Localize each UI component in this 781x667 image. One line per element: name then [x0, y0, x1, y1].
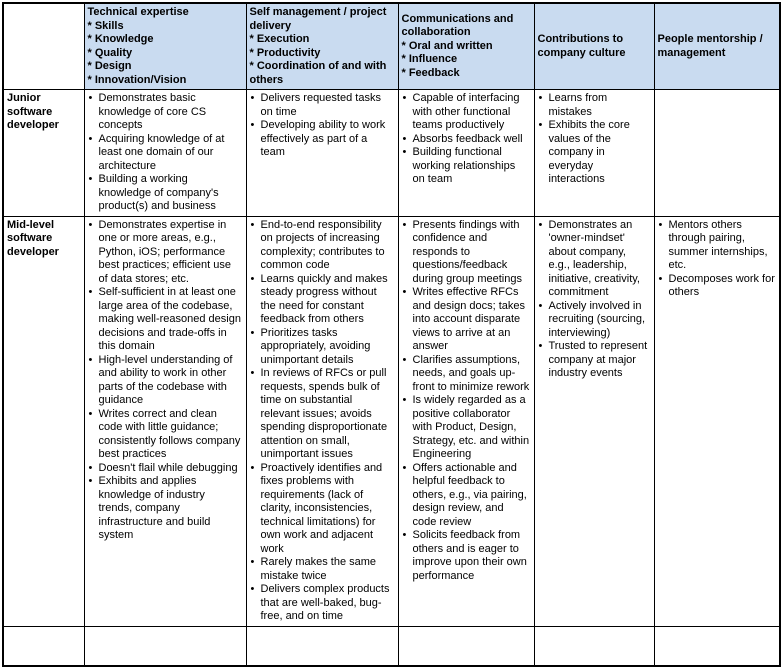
header-title: Contributions to company culture: [537, 33, 626, 59]
bullet-item: [402, 92, 530, 133]
row-label: Junior software developer: [3, 90, 84, 217]
bullet-item: [538, 340, 650, 381]
header-subitem: * Quality: [87, 46, 133, 59]
bullet-icon: •: [402, 461, 407, 474]
table-row: [3, 216, 780, 626]
bullet-text: High-level understanding of and ability to work in other parts of the codebase with guidance: [98, 353, 233, 406]
header-cell-communications: [398, 3, 534, 90]
bullet-text: Acquiring knowledge of at least one domain of our architecture: [98, 132, 225, 172]
header-cell-technical-expertise: [84, 3, 246, 90]
bullet-text: Offers actionable and helpful feedback to others, e.g., via pairing, design review, and code review: [412, 461, 527, 528]
bullet-text: Clarifies assumptions, needs, and goals up-front to minimize rework: [412, 353, 530, 393]
bullet-item: [402, 354, 530, 395]
bullet-item: [250, 327, 394, 368]
bullet-item: [88, 475, 242, 543]
bullet-text: End-to-end responsibility on projects of increasing complexity; contributes to common code: [260, 218, 385, 271]
bullet-icon: •: [402, 218, 407, 231]
bullet-item: [658, 219, 776, 273]
bullet-item: [538, 219, 650, 300]
bullet-icon: •: [250, 583, 255, 595]
bullet-text: Prioritizes tasks appropriately, avoiding unimportant details: [260, 326, 371, 366]
career-ladder-document: [2, 2, 781, 667]
header-subitem: * Coordination of and with others: [249, 60, 387, 86]
row-label: Mid-level software developer: [3, 216, 84, 626]
bullet-item: [88, 219, 242, 287]
bullet-icon: •: [402, 286, 407, 298]
bullet-item: [88, 92, 242, 133]
bullet-text: Developing ability to work effectively as part of a team: [260, 119, 386, 158]
table-row: [3, 626, 780, 666]
cell-people-mentorship: [654, 90, 780, 217]
cell-self-management: [246, 216, 398, 626]
cell-self-management: [246, 626, 398, 666]
cell-company-culture: [534, 626, 654, 666]
bullet-icon: •: [88, 218, 93, 231]
bullet-icon: •: [250, 461, 255, 474]
bullet-text: Proactively identifies and fixes problems with requirements (lack of clarity, inconsistencies, technical limitations) for own work and adjacent work: [260, 461, 383, 555]
bullet-text: Learns quickly and makes steady progress without the need for constant feedback from others: [260, 272, 388, 325]
bullet-icon: •: [402, 394, 407, 406]
header-cell-row-label: [3, 3, 84, 90]
bullet-text: Building functional working relationships on team: [412, 146, 516, 185]
bullet-icon: •: [402, 529, 407, 541]
bullet-text: Learns from mistakes: [548, 92, 608, 118]
bullet-text: In reviews of RFCs or pull requests, spends bulk of time on substantial relevant issues; avoids spending disproportionate attention on small, unimportant issues: [260, 367, 388, 460]
bullet-text: Writes correct and clean code with little guidance; consistently follows company best practices: [98, 407, 241, 460]
header-subitem: * Influence: [401, 53, 458, 66]
bullet-text: Is widely regarded as a positive collaborator with Product, Design, Strategy, etc. and within Engineering: [412, 394, 530, 460]
bullet-item: [250, 583, 394, 624]
row-label: [3, 626, 84, 666]
bullet-text: Presents findings with confidence and responds to questions/feedback during group meetings: [412, 218, 522, 285]
bullet-icon: •: [658, 272, 663, 285]
bullet-icon: •: [538, 119, 543, 131]
bullet-text: Trusted to represent company at major industry events: [548, 340, 648, 379]
bullet-item: [538, 119, 650, 187]
bullet-icon: •: [538, 340, 543, 352]
bullet-text: Building a working knowledge of company's product(s) and business: [98, 173, 219, 212]
bullet-text: Demonstrates expertise in one or more areas, e.g., Python, iOS; performance best practices; efficient use of data stores; etc.: [98, 218, 231, 285]
cell-technical-expertise: [84, 216, 246, 626]
bullet-item: [402, 219, 530, 287]
bullet-text: Mentors others through pairing, summer internships, etc.: [668, 218, 768, 271]
cell-self-management: [246, 90, 398, 217]
cell-communications: [398, 626, 534, 666]
header-subitem: * Knowledge: [87, 33, 154, 45]
bullet-icon: •: [250, 119, 255, 131]
bullet-text: Exhibits and applies knowledge of industry trends, company infrastructure and build system: [98, 475, 211, 541]
bullet-text: Decomposes work for others: [668, 272, 775, 298]
bullet-item: [658, 273, 776, 300]
bullet-item: [88, 133, 242, 174]
bullet-text: Self-sufficient in at least one large area of the codebase, making well-reasoned design decisions and trade-offs in this domain: [98, 286, 241, 352]
bullet-item: [402, 394, 530, 462]
cell-company-culture: [534, 216, 654, 626]
bullet-text: Demonstrates basic knowledge of core CS concepts: [98, 92, 207, 131]
bullet-text: Solicits feedback from others and is eager to improve upon their own performance: [412, 529, 527, 582]
bullet-text: Delivers complex products that are well-baked, bug-free, and on time: [260, 583, 390, 622]
bullet-text: Exhibits the core values of the company in everyday interactions: [548, 119, 630, 185]
bullet-item: [250, 219, 394, 273]
bullet-icon: •: [250, 272, 255, 285]
bullet-icon: •: [538, 218, 543, 231]
bullet-icon: •: [88, 353, 93, 366]
header-cell-company-culture: [534, 3, 654, 90]
bullet-item: [402, 529, 530, 583]
bullet-icon: •: [88, 407, 93, 420]
bullet-item: [88, 173, 242, 214]
cell-people-mentorship: [654, 216, 780, 626]
bullet-item: [250, 462, 394, 557]
bullet-icon: •: [88, 173, 93, 185]
table-body: [3, 90, 780, 667]
table-header: [3, 3, 780, 90]
header-cell-self-management: [246, 3, 398, 90]
header-subitem: * Execution: [249, 33, 310, 45]
bullet-icon: •: [88, 132, 93, 145]
header-subitem: * Skills: [87, 19, 124, 32]
bullet-text: Writes effective RFCs and design docs; takes into account disparate views to arrive at an answer: [412, 286, 526, 352]
bullet-item: [250, 367, 394, 462]
bullet-icon: •: [538, 92, 543, 104]
bullet-icon: •: [88, 286, 93, 298]
bullet-item: [402, 146, 530, 187]
bullet-text: Absorbs feedback well: [412, 132, 523, 145]
bullet-item: [402, 133, 530, 147]
bullet-item: [250, 92, 394, 119]
header-subitem: * Oral and written: [401, 39, 493, 52]
cell-people-mentorship: [654, 626, 780, 666]
bullet-icon: •: [88, 92, 93, 104]
bullet-text: Actively involved in recruiting (sourcing, interviewing): [548, 299, 646, 339]
bullet-item: [250, 273, 394, 327]
header-title: People mentorship / management: [657, 33, 763, 59]
header-subitem: * Design: [87, 60, 132, 72]
bullet-icon: •: [402, 92, 407, 104]
bullet-item: [88, 354, 242, 408]
bullet-item: [250, 119, 394, 160]
table-head-row: [3, 3, 780, 90]
bullet-icon: •: [402, 353, 407, 366]
cell-technical-expertise: [84, 90, 246, 217]
bullet-icon: •: [538, 299, 543, 312]
bullet-icon: •: [658, 218, 663, 231]
bullet-icon: •: [250, 556, 255, 568]
cell-company-culture: [534, 90, 654, 217]
bullet-icon: •: [88, 475, 93, 487]
bullet-item: [250, 556, 394, 583]
bullet-item: [538, 92, 650, 119]
header-title: Technical expertise: [87, 6, 189, 18]
bullet-icon: •: [250, 367, 255, 379]
bullet-text: Rarely makes the same mistake twice: [260, 556, 377, 582]
cell-communications: [398, 90, 534, 217]
bullet-text: Delivers requested tasks on time: [260, 92, 381, 118]
bullet-text: Capable of interfacing with other functional teams productively: [412, 92, 520, 131]
bullet-item: [402, 286, 530, 354]
bullet-icon: •: [250, 92, 255, 104]
cell-technical-expertise: [84, 626, 246, 666]
bullet-text: Doesn't flail while debugging: [98, 461, 238, 474]
bullet-icon: •: [250, 326, 255, 339]
header-subitem: * Innovation/Vision: [87, 73, 187, 86]
header-cell-people-mentorship: [654, 3, 780, 90]
header-subitem: * Productivity: [249, 46, 321, 59]
bullet-item: [538, 300, 650, 341]
header-title: Communications and collaboration: [401, 12, 514, 39]
bullet-icon: •: [402, 146, 407, 158]
bullet-item: [88, 286, 242, 354]
bullet-icon: •: [88, 461, 93, 474]
header-subitem: * Feedback: [401, 66, 460, 79]
cell-communications: [398, 216, 534, 626]
bullet-text: Demonstrates an 'owner-mindset' about company, e.g., leadership, initiative, creativity, commitment: [548, 218, 640, 298]
bullet-icon: •: [250, 218, 255, 231]
bullet-icon: •: [402, 132, 407, 145]
bullet-item: [88, 408, 242, 462]
career-ladder-table: [2, 2, 781, 667]
header-title: Self management / project delivery: [249, 6, 387, 32]
table-row: [3, 90, 780, 217]
bullet-item: [402, 462, 530, 530]
bullet-item: [88, 462, 242, 476]
